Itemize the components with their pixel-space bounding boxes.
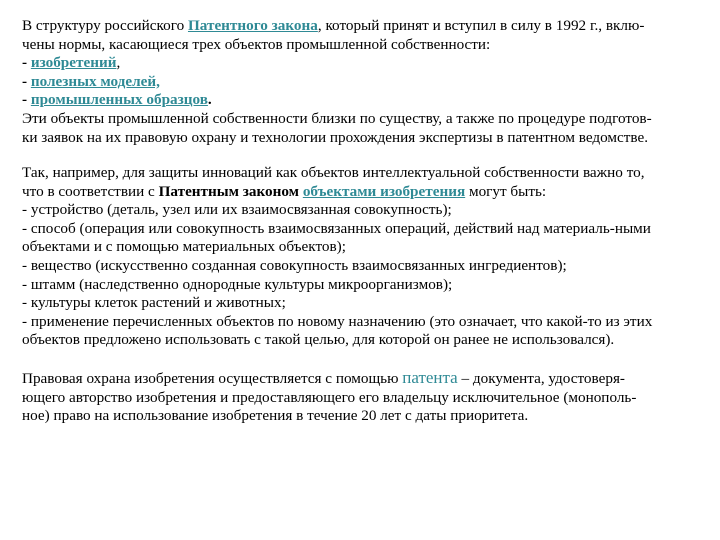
patent-law-bold: Патентным законом bbox=[158, 182, 300, 200]
list-dash: - bbox=[22, 72, 31, 90]
list-dash: - bbox=[22, 54, 31, 72]
text-line: Эти объекты промышленной собственности близки по существу, а также по процедуре подготов- bbox=[22, 109, 652, 127]
text-span: В структуру российского bbox=[22, 17, 188, 34]
link-invention-objects[interactable]: объектами изобретения bbox=[302, 182, 466, 200]
link-inventions[interactable]: изобретений bbox=[30, 54, 117, 72]
text-line: ющего авторство изобретения и предоставляющего его владельцу исключительное (монополь- bbox=[22, 388, 637, 406]
text-span: , bbox=[116, 54, 121, 72]
list-dash: - bbox=[22, 91, 31, 109]
text-line: объектов предложено использовать с такой целью, для которой он ранее не использовался). bbox=[22, 331, 615, 349]
text-line: ное) право на использование изобретения в течение 20 лет с даты приоритета. bbox=[22, 407, 529, 425]
text-line: ки заявок на их правовую охрану и технологии прохождения экспертизы в патентном ведомстве. bbox=[22, 128, 649, 146]
paragraph-patent-law bbox=[22, 17, 698, 147]
link-industrial-designs[interactable]: промышленных образцов bbox=[30, 91, 208, 109]
text-span: – документа, удостоверя- bbox=[457, 370, 625, 387]
list-item-device: - устройство (деталь, узел или их взаимосвязанная совокупность); bbox=[22, 201, 452, 219]
list-item-industrial-designs bbox=[22, 91, 698, 110]
link-patent-law[interactable]: Патентного закона bbox=[187, 17, 318, 34]
text-span: что в соответствии с bbox=[22, 182, 159, 200]
list-item-strain: - штамм (наследственно однородные культуры микроорганизмов); bbox=[22, 275, 453, 293]
text-span: могут быть: bbox=[465, 182, 547, 200]
list-item-new-application: - применение перечисленных объектов по новому назначению (это означает, что какой-то из этих bbox=[22, 312, 653, 330]
text-span: Правовая охрана изобретения осуществляется с помощью bbox=[22, 370, 403, 387]
list-item-substance: - вещество (искусственно созданная совокупность взаимосвязанных ингредиентов); bbox=[22, 256, 567, 274]
list-item-method: - способ (операция или совокупность взаимосвязанных операций, действий над материаль-ными bbox=[22, 219, 651, 237]
paragraph-legal-protection bbox=[22, 369, 698, 426]
text-line: Так, например, для защиты инноваций как объектов интеллектуальной собственности важно то, bbox=[22, 164, 645, 181]
text-line: чены нормы, касающиеся трех объектов промышленной собственности: bbox=[22, 35, 491, 53]
list-item-utility-models bbox=[22, 73, 698, 92]
text-line bbox=[22, 17, 698, 36]
link-patent[interactable]: патента bbox=[402, 368, 458, 387]
link-utility-models[interactable]: полезных моделей, bbox=[30, 72, 160, 90]
text-line bbox=[22, 183, 698, 202]
text-span: , который принят и вступил в силу в 1992 г., вклю- bbox=[317, 17, 645, 34]
list-item-cell-cultures: - культуры клеток растений и животных; bbox=[22, 294, 286, 312]
text-line: объектами и с помощью материальных объектов); bbox=[22, 238, 346, 256]
list-item-inventions bbox=[22, 54, 698, 73]
text-span: . bbox=[207, 91, 212, 109]
paragraph-invention-objects bbox=[22, 164, 698, 350]
text-line bbox=[22, 369, 698, 389]
